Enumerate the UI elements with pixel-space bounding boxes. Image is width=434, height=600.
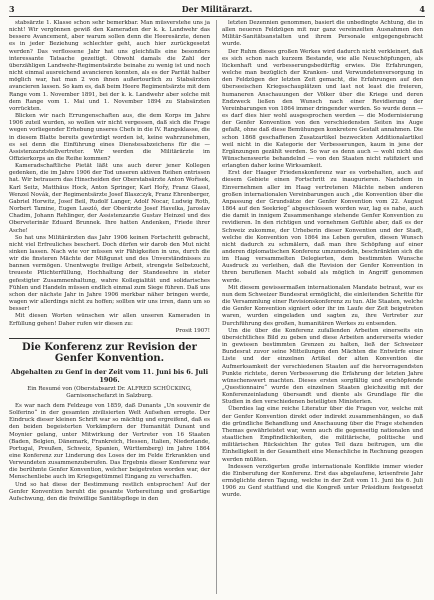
section-divider (9, 338, 210, 339)
paragraph: Um die über die Konferenz zufallenden Arbeiten einerseits ein übersichtliches Bild zu geben und diese Arbeiten andererseits wieder in gewissen bestimmten Grenzen zu halten, ließ der Schweizer Bundesrat zuvor seine Mitteilungen den Mächten die Entwürfe einer Liste und der einzelnen Artikel der alten Konvention die Aufmerksamkeit der verschiedenen Staaten auf die hervorragendsten Punkte richtete, deren Verbesserung die Erfahrung der letzten Jahre wünschenswert machten. Dieses ersten sorgfältig und erschöpfende „Questionnaire“ wurde den einzelnen Staaten gleichzeitig mit der Konferenzeinladung übersandt und diente als Grundlage für die Studien in den verschiedenen beteiligten Ministerien. (222, 327, 423, 406)
page-number-right: 4 (419, 4, 425, 14)
paragraph: stabsärzte 1. Klasse schon sehr bemerkbar. Man müsverstehe uns ja nicht! Wir vergönnen gewiß den Kameraden der k. k. Landwehr das bessere Avancement, aber warum sollen denn die Heeresärzte, denen es in jeder Beziehung schlechter geht, auch hier zurückgesetzt werden? Das verflossene Jahr hat uns gleichfalls eine besonders interessante Tatsache gezeitigt. Obwohl damals die Zahl der überzähligen Landwehr-Regimentsärzte beinahe zu wenig ist und noch nicht einmal ausreichend avancieren konnten, als es der Parität halber möglich war, hat man 2 von ihnen außertourlich zu Stabsärzten avancieren lassen. So kam es, daß beim Heere Regimentsärzte mit dem Range vom 1. November 1891, bei der k. k. Landwehr aber solche mit dem Range vom 1. Mai und 1. November 1894 zu Stabsärzten vorrückten. (9, 20, 210, 112)
paragraph: Erst der Haager Friedenskonferenz war es vorbehalten, auch auf diesem Gebiete einen Fortschritt zu inaugurieren. Nachdem in Einvernehmen aller im Haag vertretenen Mächte neben anderen großen internationalen Vereinbarungen auch „die Konvention über die Anpassung der Grundsätze der Genfer Konvention vom 22. August 1864 auf den Seekrieg“ abgeschlossen worden war, lag es nahe, auch die damit in innigem Zusammenhange stehende Genfer Konvention zu revidieren. In den richtigen und vornehmen Gefühle aber, daß es der Schweiz zukomme, der Urheberin dieser Konvention und der Stadt, welche die Konvention von 1864 ins Leben gerufen, diesen Wunsch nicht dadurch zu schmälern, daß man ihre Schöpfung auf einer anderen diplomatischen Konferenz umzumodeln, beschränkten sich die im Haag versammelten Delegierten, dem bestimmten Wunsche Ausdruck zu verleihen, daß die Revision der Genfer Konvention in thren beruflenen Macht sobald als möglich in Angriff genommen werde. (222, 170, 423, 284)
paragraph: Kameradschaftliche Pietät läßt uns auch derer jener Kollegen gedenken, die im Jahre 1906 der Tod unseren aktiven Reihen entrissen hat. Wir betrauern das Hinscheiden der Oberstabsärzte Anton Wořisek, Karl Seitz, Matthäus Hock, Anton Springer, Karl Hořy, Franz Glassl, Wenzel Novák, der Regimentsärzte Josef Blaszczyk, Franz Ehrenberger, Gabriel Horwitz, Josef Beil, Rudolf Langer, Adolf Nocar, Ludwig Roth, Norbert Tamine, Eugen Laszló, der Oberärzte Josef Havelka, Jaroslav Chadim, Johann Rehlinger, der Assistenzarzte Gustav Heinzel und des Oberveterinär Eduard Brunnek. Ihre hatten Andenken, Friede ihrer Asche! (9, 163, 210, 234)
paragraph: Indessen verzögerten große internationale Konflikte immer wieder die Einberufung der Konferenz. Erst das abgelaufene, krisenfreie Jahr ermöglichte deren Tagung, welche in der Zeit vom 11. Juni bis 6. Juli 1906 zu Genf stattfand und die Kongreß unter Präsidium festgesetzt wurde. (222, 463, 423, 499)
left-column (9, 20, 210, 596)
page-number-left: 3 (9, 4, 15, 14)
article-author: Ein Resumé von (Oberstabsarzt Dr. ALFRED SCHÜCKING, Garnisonschefarzt in Salzburg. (27, 385, 192, 399)
article-subtitle: Abgehalten zu Genf in der Zeit vom 11. Juni bis 6. Juli 1906. (10, 367, 209, 384)
paragraph: Der Ruhm dieses großen Werkes wird dadurch nicht verkleinert, daß es sich schon nach kurzem Bestande, wie alle Neuschöpfungen, als lückenhaft und verbesserungsbedürftig erwies. Die Erfahrungen, welche man bezüglich der Kranken- und Verwundetenversorgung in den Feldzügen der letzten Zeit gemacht, die Erfahrungen auf den überseeischen Kriegsschauplätzen und last not least die freieren, humaneren Anschauungen der Völker über die Kriege und deren Endzweck ließen den Wunsch nach einer Revidierung der Vereinbarungen von 1864 immer dringender werden. So wurde denn — es darf dies hier wohl ausgesprochen werden — die Modernisierung der Genfer Konvention von den verschiedensten Seiten ins Auge gefaßt, ohne daß diese Bemühungen konkretere Gestalt annahmen. Die schon 1868 geschaffenen Zusatzartikel bezweckten Additionalartikel weil nicht in die Kategorie der Verbesserungen, kaum in jene der Ergänzungen gezählt werden. So war es denn auch — wohl nicht das Wünschenswerte behandelnd — von den Staaten nicht ratifiziert und erlangten daher keine Wirksamkeit. (222, 48, 423, 170)
right-column (222, 20, 423, 596)
paragraph: So hat uns Militärärzten das Jahr 1906 keinen Fortschritt gebracht, nicht viel Erfreuliches beschert. Doch dürfen wir darob den Mut nicht sinken lassen. Nach wie vor müssen wir Fähigkeiten in uns, durch die wir die finsteren Mächte der Mißgunst und des Unverständnisses zu bannen vermögen. Unentwegte freilige Arbeit, strengste Selbstzucht, treueste Pflichterfüllung, Hochhaltung der Standesehre in steter gefestigter Zusammenhaltung, wahre Kollegialität und solidarisches Fühlen und Handeln müssen endlich einmal zum Siege führen. Daß uns schon der nächste Jahr in Jahre 1906 merkbar näher bringen werde, wagen wir allerdings nicht zu hoffen; sollten wir uns irren, dann um so besser! (9, 234, 210, 313)
paragraph: Mit diesem gewissermaßen internationalen Mandate betraut, war es nun dem Schweizer Bundesrat ermöglicht, die einleitenden Schritte für die Versammlung einer Revisionskonferenz zu tun. Alle Staaten, welche die Genfer Konvention signiert oder ihr im Laufe der Zeit beigetreten waren, wurden eingeladen und sagten zu, ihre Vertreter zur Durchführung des großen, humanitären Werkes zu entsenden. (222, 284, 423, 327)
paragraph: Mit diesen Worten wünschen wir allen unseren Kameraden in Erfüllung gehen! Daher rufen wir diesen zu: (9, 313, 210, 327)
paragraph: letzten Dezennien genommen, basiert die unbedingte Achtung, die in allen neueren Feldzügen mit nur ganz vereinzelten Ausnahmen den Militär-Sanitätsanstalten und ihrem Personale entgegengebracht wurde. (222, 20, 423, 48)
paragraph: Blicken wir nach Errungenschaften aus, die dem Korps im Jahre 1906 zuteil wurden, so wollen wir nicht vergessen, daß sich die Frage wegen vorliegender Erhebung unseres Chefs in die IV. Rangsklasse, die in diesem Blatte bereits gewürdigt worden ist, keine wahrzunehmen, es sei denn die Einführung eines Dienstesabzeichens für die — Assistenzarztstellvertreter. Wir werden die Militärärzte im Offizierkorps an die Reihe kommen? (9, 113, 210, 162)
closing-line: Prosit 1907! (175, 327, 210, 334)
journal-title: Der Militärarzt. (181, 4, 253, 14)
header-rule (9, 16, 425, 17)
paragraph: Und so hat diese der Bestimmung restlich entsprochen! Auf der Genfer Konvention beruht die gesamte Vorbereitung und großartige Aufschwung, den die freiwillige Sanitätspflege in den (9, 481, 210, 502)
paragraph: Es war nach dem Feldzuge von 1859, daß Dunants „Un souvenir de Solferino“ in der gesamten zivilisierten Welt Aufsehen erregte. Der Eindruck dieser kleinen Schrift war so mächtig und ergreifend, daß es den beiden begeisterten Vorkämpfern der Humanität Dunant und Moynier gelang, unter Mitwirkung der Vertreter von 16 Staaten (Baden, Belgien, Dänemark, Frankreich, Hessen, Italien, Niederlande, Portugal, Preußen, Schweiz, Spanien, Württemberg) im Jahre 1864 eine Konferenz zur Linderung des Loses der im Felde Erkrankten und Verwundeten zusammenzuberufen. Das Ergebnis dieser Konferenz war die berühmte Genfer Konvention, welcher beigetreten worden war, der Menschenliebe auch im Kriegsgetümmel Eingang zu verschaffen. (9, 402, 210, 481)
column-divider (216, 20, 217, 594)
paragraph: Überdies lag eine reiche Literatur über die Fragen vor, welche mit der Genfer Konvention direkt oder indirekt zusammenhängen, so daß die gründliche Behandlung und Anschauung über die Frage stehenden Themas gewährleistet war, wenn auch die gegenseitig nationalen und staatlichen Empfindlichkeiten, die militärische, politische und militärischen Rücksichten Ihr gutes Teil dazu beitrugen, um die Einhelligkeit in der Gesamtheit eine Menschliche in Rechnung gezogen werden müßten. (222, 406, 423, 463)
article-title: Die Konferenz zur Revision der Genfer Konvention. (22, 341, 197, 365)
